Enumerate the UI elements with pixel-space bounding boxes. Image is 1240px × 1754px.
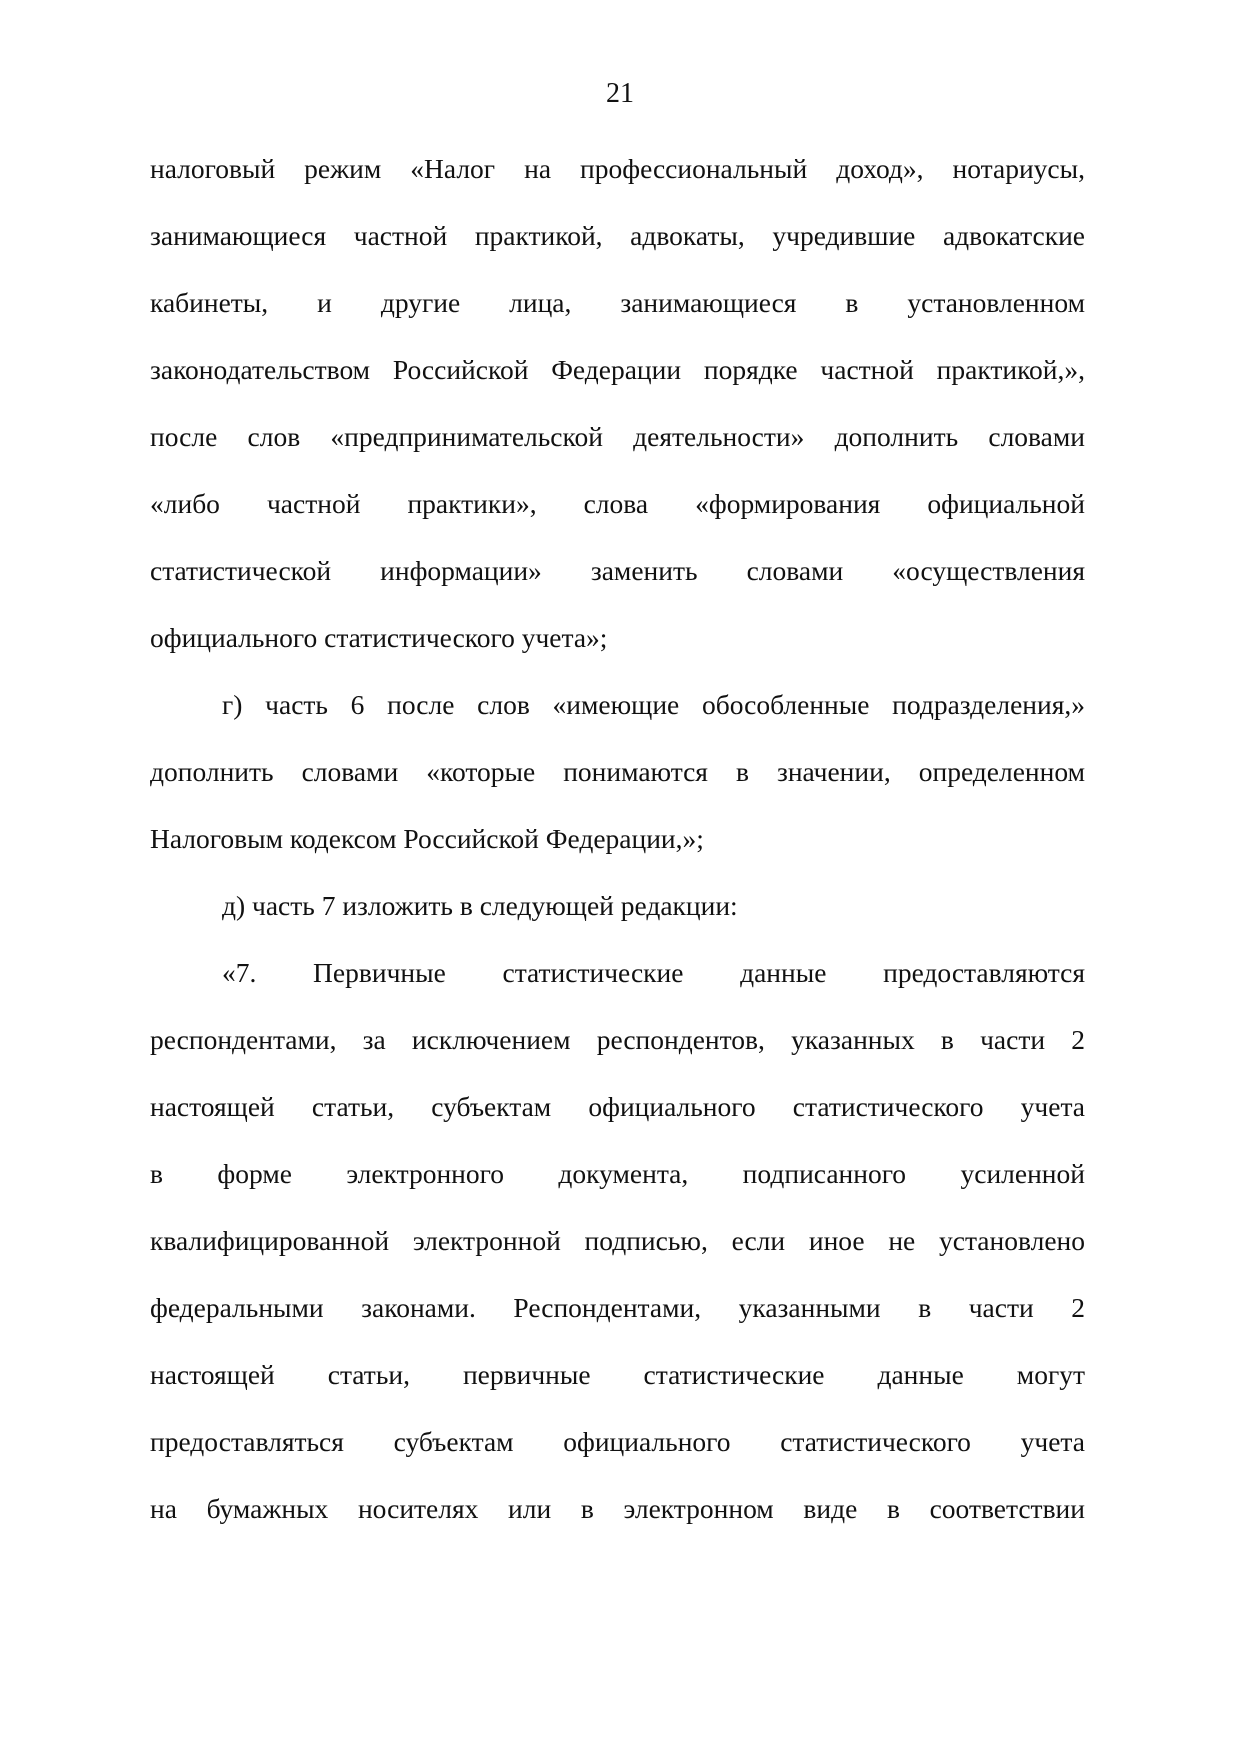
text-line: дополнить словами «которые понимаются в значении, определенном (150, 756, 1085, 787)
text-line: настоящей статьи, субъектам официального статистического учета (150, 1091, 1085, 1122)
text-line: федеральными законами. Респондентами, указанными в части 2 (150, 1292, 1085, 1323)
text-line: кабинеты, и другие лица, занимающиеся в установленном (150, 287, 1085, 318)
text-line: «либо частной практики», слова «формирования официальной (150, 488, 1085, 519)
text-line: в форме электронного документа, подписанного усиленной (150, 1158, 1085, 1189)
text-line: на бумажных носителях или в электронном виде в соответствии (150, 1493, 1085, 1524)
text-line: законодательством Российской Федерации порядке частной практикой,», (150, 354, 1085, 385)
text-line: квалифицированной электронной подписью, если иное не установлено (150, 1225, 1085, 1256)
paragraph-first-line: «7. Первичные статистические данные предоставляются (222, 957, 1085, 988)
paragraph-first-line: г) часть 6 после слов «имеющие обособленные подразделения,» (222, 689, 1085, 720)
text-line: предоставляться субъектам официального статистического учета (150, 1426, 1085, 1457)
text-line: занимающиеся частной практикой, адвокаты, учредившие адвокатские (150, 220, 1085, 251)
text-line: официального статистического учета»; (150, 622, 608, 653)
text-line: респондентами, за исключением респондентов, указанных в части 2 (150, 1024, 1085, 1055)
text-line: статистической информации» заменить словами «осуществления (150, 555, 1085, 586)
text-line: Налоговым кодексом Российской Федерации,»; (150, 823, 704, 854)
text-line: налоговый режим «Налог на профессиональный доход», нотариусы, (150, 153, 1085, 184)
paragraph-first-line: д) часть 7 изложить в следующей редакции: (222, 890, 738, 921)
page-number: 21 (606, 78, 634, 109)
text-line: настоящей статьи, первичные статистические данные могут (150, 1359, 1085, 1390)
text-line: после слов «предпринимательской деятельности» дополнить словами (150, 421, 1085, 452)
